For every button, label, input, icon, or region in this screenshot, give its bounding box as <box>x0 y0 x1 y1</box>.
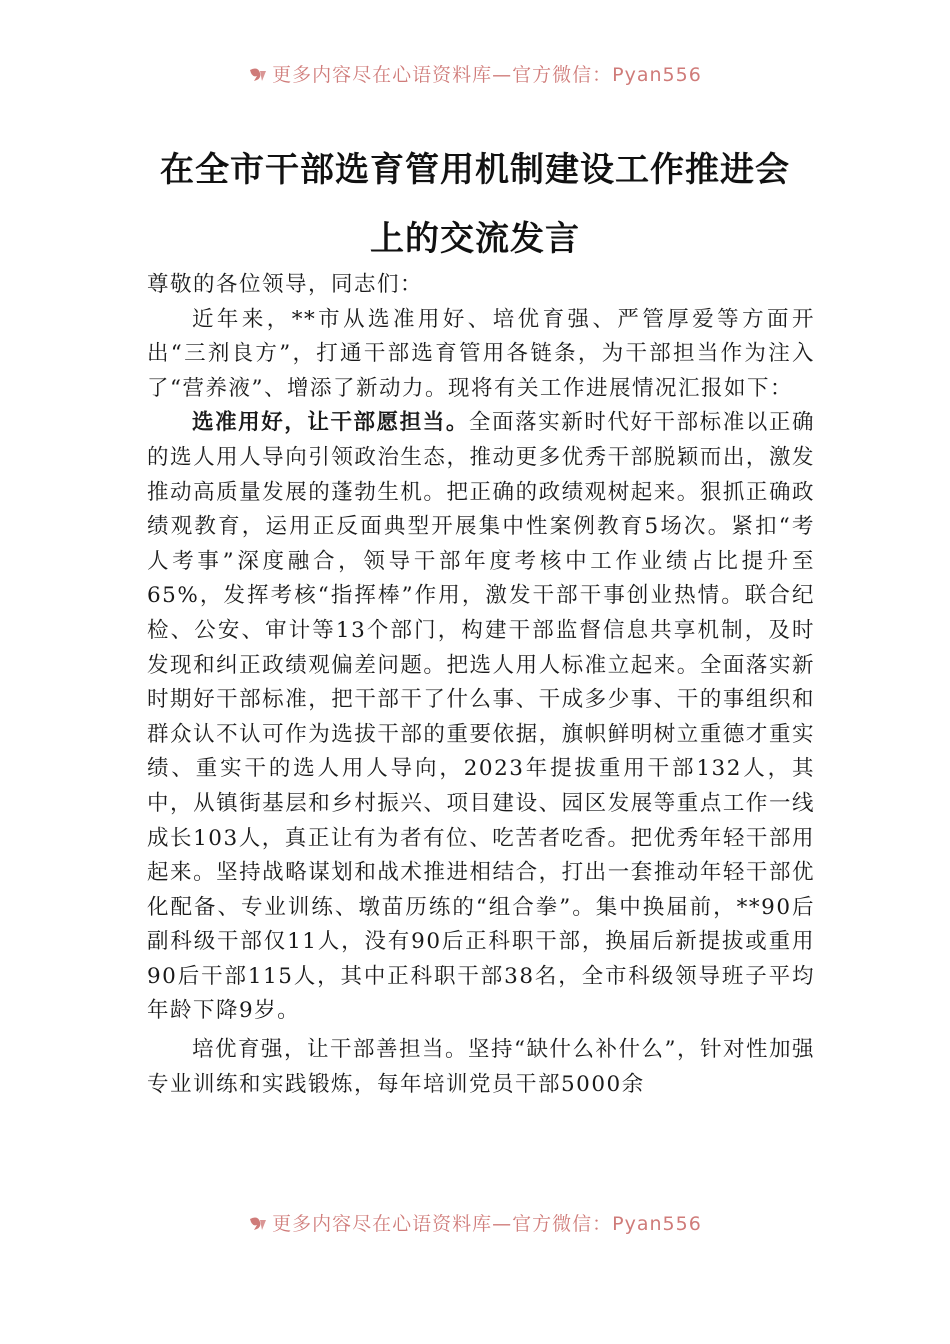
watermark-top <box>0 60 950 87</box>
document-title-line1: 在全市干部选育管用机制建设工作推进会 <box>160 150 790 190</box>
salutation: 尊敬的各位领导，同志们： <box>147 272 424 297</box>
watermark-logo-icon <box>248 67 268 83</box>
watermark-top-text: 更多内容尽在心语资料库—官方微信：Pyan556 <box>272 64 702 86</box>
section2-paragraph: 培优育强，让干部善担当。坚持“缺什么补什么”，针对性加强专业训练和实践锻炼，每年培训党员干部5000余 <box>147 1037 815 1097</box>
section1-body: 全面落实新时代好干部标准以正确的选人用人导向引领政治生态，推动更多优秀干部脱颖而出，激发推动高质量发展的蓬勃生机。把正确的政绩观树起来。狠抓正确政绩观教育，运用正反面典型开展集中性案例教育5场次。紧扣“考人考事”深度融合，领导干部年度考核中工作业绩占比提升至65%，发挥考核“指挥棒”作用，激发干部干事创业热情。联合纪检、公安、审计等13个部门，构建干部监督信息共享机制，及时发现和纠正政绩观偏差问题。把选人用人标准立起来。全面落实新时期好干部标准，把干部干了什么事、干成多少事、干的事组织和群众认不认可作为选拔干部的重要依据，旗帜鲜明树立重德才重实绩、重实干的选人用人导向，2023年提拔重用干部132人，其中，从镇街基层和乡村振兴、项目建设、园区发展等重点工作一线成长103人，真正让有为者有位、吃苦者吃香。把优秀年轻干部用起来。坚持战略谋划和战术推进相结合，打出一套推动年轻干部优化配备、专业训练、墩苗历练的“组合拳”。集中换届前，**90后副科级干部仅11人，没有90后正科职干部，换届后新提拔或重用90后干部115人，其中正科职干部38名，全市科级领导班子平均年龄下降9岁。 <box>147 410 815 1024</box>
document-body <box>147 268 815 1102</box>
section1-paragraph <box>147 406 815 1029</box>
watermark-logo-icon <box>248 1216 268 1232</box>
document-title-line2: 上的交流发言 <box>370 219 580 259</box>
watermark-bottom <box>0 1209 950 1236</box>
section1-heading: 选准用好，让干部愿担当。 <box>192 410 469 436</box>
intro-paragraph: 近年来，**市从选准用好、培优育强、严管厚爱等方面开出“三剂良方”，打通干部选育管用各链条，为干部担当作为注入了“营养液”、增添了新动力。现将有关工作进展情况汇报如下： <box>147 306 815 401</box>
watermark-bottom-text: 更多内容尽在心语资料库—官方微信：Pyan556 <box>272 1213 702 1235</box>
